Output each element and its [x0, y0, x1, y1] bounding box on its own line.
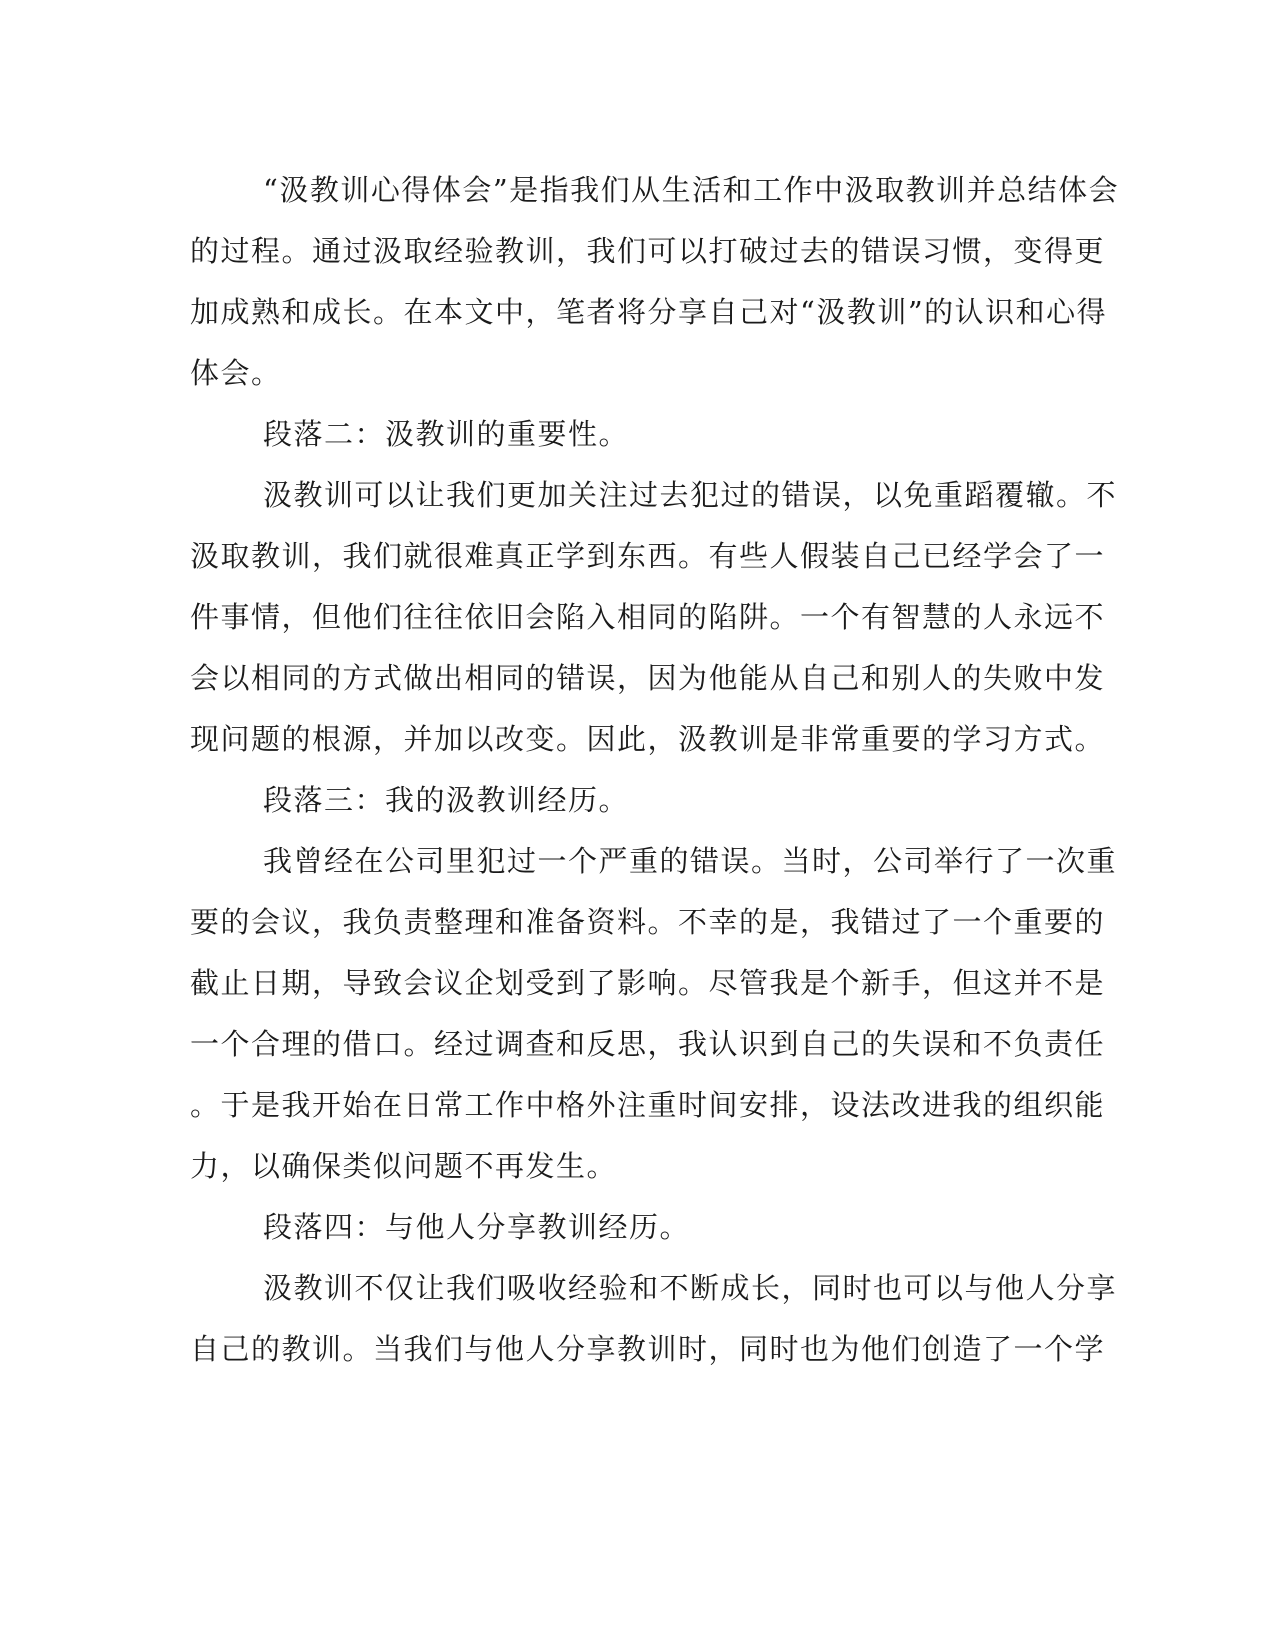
text-line: 的过程。通过汲取经验教训，我们可以打破过去的错误习惯，变得更 [190, 234, 1106, 268]
section-heading: 段落二：汲教训的重要性。 [263, 417, 630, 451]
text-line: 。于是我开始在日常工作中格外注重时间安排，设法改进我的组织能 [190, 1088, 1106, 1122]
text-line: 要的会议，我负责整理和准备资料。不幸的是，我错过了一个重要的 [190, 905, 1106, 939]
text-line: 力，以确保类似问题不再发生。 [190, 1149, 618, 1183]
text-line: 汲教训不仅让我们吸收经验和不断成长，同时也可以与他人分享 [263, 1271, 1118, 1305]
text-line: 体会。 [190, 356, 282, 390]
section-heading: 段落四：与他人分享教训经历。 [263, 1210, 691, 1244]
text-line: 截止日期，导致会议企划受到了影响。尽管我是个新手，但这并不是 [190, 966, 1106, 1000]
text-line: 汲取教训，我们就很难真正学到东西。有些人假装自己已经学会了一 [190, 539, 1106, 573]
document-body [190, 160, 1120, 1380]
text-line: 汲教训可以让我们更加关注过去犯过的错误，以免重蹈覆辙。不 [263, 478, 1118, 512]
text-line: 一个合理的借口。经过调查和反思，我认识到自己的失误和不负责任 [190, 1027, 1106, 1061]
section-heading: 段落三：我的汲教训经历。 [263, 783, 630, 817]
text-line: 件事情，但他们往往依旧会陷入相同的陷阱。一个有智慧的人永远不 [190, 600, 1106, 634]
text-line: 我曾经在公司里犯过一个严重的错误。当时，公司举行了一次重 [263, 844, 1118, 878]
text-line: 加成熟和成长。在本文中，笔者将分享自己对“汲教训”的认识和心得 [190, 295, 1108, 329]
text-line: 自己的教训。当我们与他人分享教训时，同时也为他们创造了一个学 [190, 1332, 1106, 1366]
text-line: “汲教训心得体会”是指我们从生活和工作中汲取教训并总结体会 [263, 173, 1120, 207]
text-line: 会以相同的方式做出相同的错误，因为他能从自己和别人的失败中发 [190, 661, 1106, 695]
text-line: 现问题的根源，并加以改变。因此，汲教训是非常重要的学习方式。 [190, 722, 1106, 756]
